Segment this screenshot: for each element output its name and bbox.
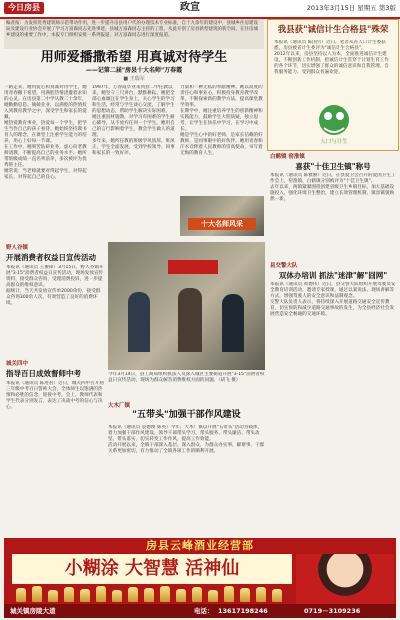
- editor-note: 编者按：为发挥优秀建筑师示范带动作用，进一步提升房县用户代的办理技术专业标准，自十九余年的建设中，县城乡住房建设局及建设行业协会开展了学习万富森同志先进事迹，县城万富森同志主持的工程，从此开创了房县新型建筑的新空间。在住房城乡建设的重要工作中，本报专门组织安排一系列报道，对万富森同志进行深度报道。: [4, 19, 264, 49]
- lead-column-1: [4, 85, 88, 237]
- liquor-advertisement[interactable]: [4, 538, 396, 618]
- bottle-icon: [128, 587, 138, 602]
- photo-caption-box: [108, 372, 265, 398]
- award-text: 本报讯（通讯员 陈国兴）近日，笔者从省人口计生委获悉，房县被省计生委评为"诚信计生合格县"。 2012年以来，房县坚持以人为本，全面推进诚信计生建设，不断创新工作机制，把诚信计生贯穿于计划生育工作的各个环节，切实增强了群众的诚信意识和自我管理、自我服务能力，受到群众普遍欢迎。: [274, 40, 389, 75]
- town-column: [270, 173, 396, 259]
- photo-caption: 今年3月14日，县工商局组织执法人员深入城区主要街道开展"3·15"消费者权益日宣传活动，现场为群众解答消费维权方面的问题。（胡飞 摄）: [108, 372, 265, 383]
- bottle-icon: [272, 589, 282, 602]
- bottle-icon: [256, 587, 266, 602]
- county-headline[interactable]: 双体办培训 抓法"迷津"解"囧网": [278, 271, 388, 280]
- story2-tag: 城关四中: [6, 361, 29, 367]
- dali-headline[interactable]: "五带头"加强干部作风建设: [132, 410, 241, 420]
- bottle-icon: [48, 590, 58, 602]
- lead-column-2-text: 1997年，万春霞毕业来到县二中任教以来，她坚守三尺讲台，默默耕耘。她把全部心血倾注在学生身上，关心学生的学习和生活，经常与学生谈心交流，了解学生的思想动态，帮助学生解决实际困难。 她注重因材施教，对学习有困难的学生耐心辅导，从不放弃任何一个学生。她用自己的言行影响着学生，教会学生做人的道理。 多年来，她所任教的班级学风浓厚、班风正，学生全面发展，受到学校领导、同事和家长的一致好评。: [92, 85, 175, 156]
- story2-column: [6, 381, 104, 531]
- event-banner: [168, 260, 218, 274]
- ad-model-photo: [296, 554, 394, 604]
- dali-column: [108, 425, 265, 533]
- ad-phone: 13617198246: [218, 607, 268, 615]
- ad-contact-bar: [4, 604, 396, 618]
- emblem-caption: 人口与计生: [320, 139, 348, 145]
- award-box: [267, 19, 399, 151]
- issue-date: 2013年3月15日 星期五 第3版: [306, 4, 396, 12]
- bottle-icon: [96, 586, 106, 602]
- bottle-icon: [32, 586, 42, 602]
- bottle-icon: [192, 587, 202, 602]
- lead-column-1-text: 一路走来，她用爱心和真诚对待学生，她用青春撒下希望，用满腔热情浇灌着求知的心灵。在房县第二中学从教二十余年，她勤勤恳恳、兢兢业业，以满腔的热情投入到教育教学之中，深受学生和家长的爱戴。 她热爱教育事业，热爱每一个学生，把学生当作自己的孩子看待。她始终坚持教书育人的理念，在课堂上注重学生能力的培养，用心上好每一节课。 在工作中，她刻苦钻研业务，虚心向老教师请教，不断提高自己的业务水平。她所带班级成绩一直名列前茅，多次被评为优秀班主任。 她常说：当老师就要对得起学生，对得起家长，对得起自己的良心。: [4, 85, 87, 180]
- ad-phone-label: 电话：: [194, 607, 214, 615]
- bottle-icon: [224, 586, 234, 602]
- county-text: 本报讯（通讯员 黄德伟）近日，县交警大队组织开展驾驶员安全教育培训活动，邀请专家授课，通过以案说法、现场讲解等方式，增强驾驶人的安全意识和法制观念。 交警大队负责人表示，将持续深入开展道路交通安全宣传教育，切实预防和减少道路交通事故的发生，为全县经济社会发展营造安全畅通的交通环境。: [270, 282, 396, 317]
- bottle-icon: [240, 588, 250, 602]
- person-figure: [178, 288, 202, 352]
- story1-headline[interactable]: 开展消费者权益日宣传活动: [6, 253, 96, 262]
- lead-column-2: [92, 85, 176, 237]
- dali-text: 本报讯（通讯员 袁德俊 陈英）今年，大木厂镇以开展"五带头"活动为载体，着力加强干部作风建设。领导干部带头学习、带头服务、带头廉洁、带头攻坚、带头落实，切实转变工作作风，提高工作效能。 活动开展以来，全镇干部深入基层、深入群众，为群众办实事、解难事，干群关系更加密切，有力推动了全镇各项工作的顺利开展。: [108, 425, 265, 454]
- county-tag: 县交警大队: [270, 263, 298, 269]
- consumer-rights-photo: [108, 242, 265, 370]
- lead-column-3-text: 力量和一种无私的奉献精神。她以高度的责任心和事业心，积极投身教育教学改革，不断探索新的教学方法，提高课堂教学效率。 在教学中，她注重培养学生的创新精神和实践能力，鼓励学生大胆质疑，独立思考，让学生在快乐中学习，在学习中成长。 她是学生心中的好老师，是家长信赖的好教师，是同事眼中的好伙伴。她用青春和汗水诠释着人民教师的崇高使命，书写着无悔的教育人生。: [180, 85, 263, 156]
- town-text: 本报讯（通讯员 陈雅丽）近日，在县爱卫会召开的爱国卫生工作会上，窑淮镇、白鹤镇分别被评为"十佳卫生镇"。 去年以来，两镇紧紧围绕创建省级卫生乡镇目标，加大基础设施投入，强化环境卫生整治，建立长效管理机制，镇容镇貌焕然一新。: [270, 173, 396, 202]
- bottle-icon: [16, 588, 26, 602]
- person-figure: [222, 294, 244, 352]
- bottle-icon: [208, 590, 218, 602]
- teacher-photo: [180, 196, 264, 236]
- photo-sign: 十大名师风采: [188, 218, 256, 230]
- lead-headline[interactable]: 用师爱播撒希望 用真诚对待学生: [40, 50, 228, 65]
- town-headline[interactable]: 喜获"十佳卫生镇"称号: [295, 162, 371, 171]
- county-column: [270, 282, 396, 532]
- ad-phone-2: 0719－3109236: [304, 607, 361, 615]
- story1-column: [6, 265, 104, 355]
- masthead-logo: 今日房县: [4, 2, 44, 14]
- bottle-icon: [160, 586, 170, 602]
- lead-byline: ■ 王瑞军: [123, 76, 145, 82]
- page-header: [0, 0, 400, 19]
- person-figure: [128, 292, 150, 352]
- ad-address: 城关镇房陵大道: [10, 607, 56, 615]
- dali-tag: 大木厂镇: [108, 403, 131, 409]
- bottle-icon: [112, 590, 122, 602]
- lead-subhead: ——记第二届"房县十大名师"万春霞: [85, 67, 183, 74]
- lead-column-3: [180, 85, 264, 193]
- bottle-icon: [64, 587, 74, 602]
- ad-slogan: 小糊涂 大智慧 活神仙: [12, 554, 292, 584]
- story2-headline[interactable]: 指导百日成效督师中考: [6, 369, 81, 378]
- story1-tag: 野人谷镇: [6, 245, 29, 251]
- story2-text: 本报讯（通讯员 陈进君）近日，城关四中召开初三年级中考百日誓师大会，全体师生以饱满的热情和必胜的信念，迎接中考。会上，教师代表和学生代表分别发言，表达了决战中考的信心与决心。: [6, 381, 104, 410]
- bottle-icon: [80, 589, 90, 602]
- bottle-icon: [144, 588, 154, 602]
- award-title[interactable]: 我县获"诚信计生合格县"殊荣: [277, 25, 389, 35]
- ad-store-name: 房县云峰酒业经营部: [146, 539, 254, 552]
- town-tag: 白鹤镇 窑淮镇: [270, 154, 305, 160]
- award-text-col: [274, 40, 392, 100]
- ad-bottles: [12, 586, 284, 602]
- bottle-icon: [176, 589, 186, 602]
- story1-text: 本报讯（通讯员 王俊锋）3月15日，野人谷镇开展"3·15"消费者权益日宣传活动，现场发放宣传资料，接受群众咨询，受理消费投诉，进一步提高群众的维权意识。 据统计，当天共发放宣传单2000余份，接受群众咨询300余人次，有效营造了良好的消费环境。: [6, 265, 104, 306]
- section-title: 政宣: [180, 2, 200, 13]
